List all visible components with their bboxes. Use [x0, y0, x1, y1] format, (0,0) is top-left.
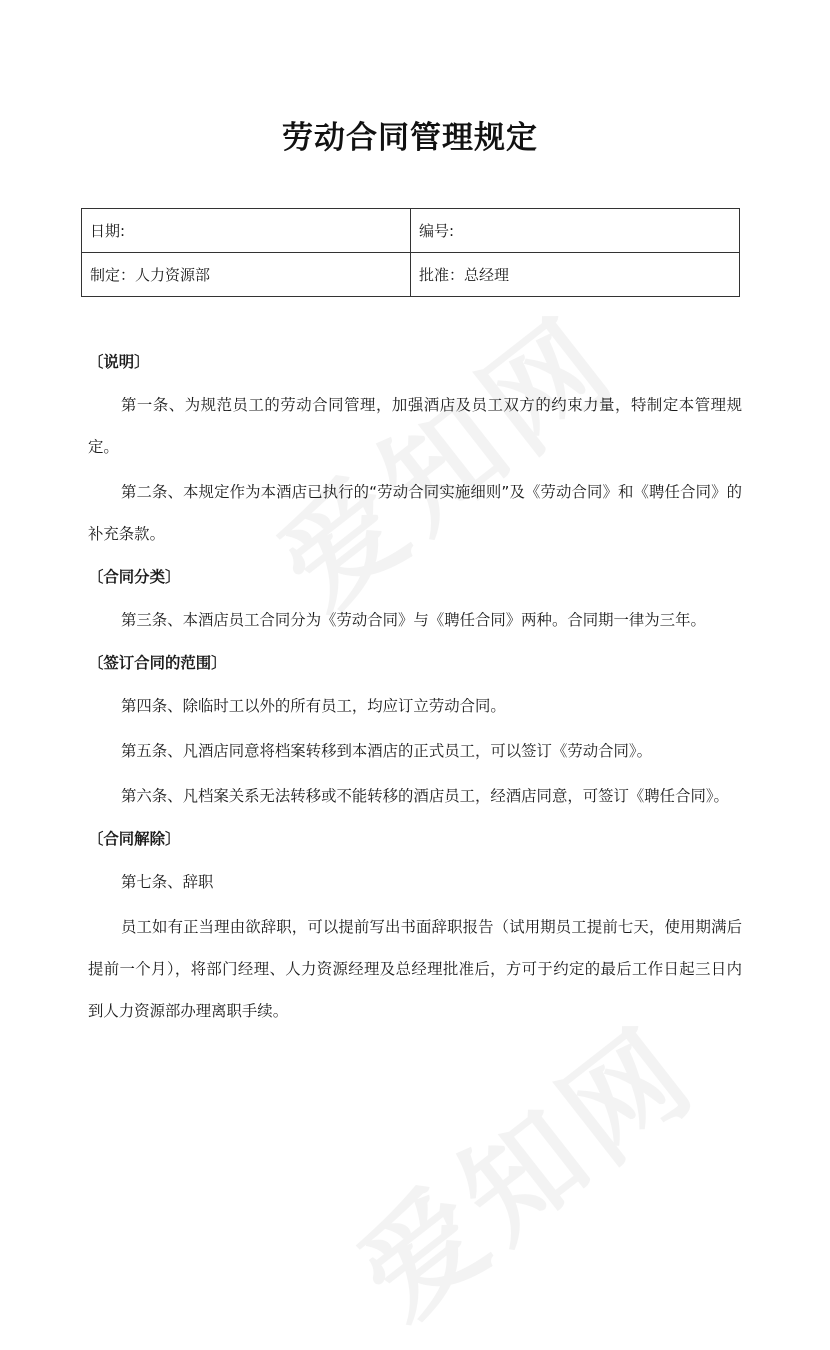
- paragraph: 第二条、本规定作为本酒店已执行的“劳动合同实施细则”及《劳动合同》和《聘任合同》的补充条款。: [88, 483, 742, 543]
- section-heading: 〔合同分类〕: [88, 568, 181, 586]
- paragraph: 第五条、凡酒店同意将档案转移到本酒店的正式员工，可以签订《劳动合同》。: [121, 742, 652, 760]
- table-row: [82, 253, 740, 297]
- approved-by-cell: 批准：总经理: [411, 253, 740, 297]
- number-cell: 编号:: [411, 209, 740, 253]
- section-heading: 〔合同解除〕: [88, 830, 181, 848]
- paragraph: 第七条、辞职: [121, 873, 214, 891]
- paragraph: 第三条、本酒店员工合同分为《劳动合同》与《聘任合同》两种。合同期一律为三年。: [121, 611, 706, 629]
- paragraph: 员工如有正当理由欲辞职，可以提前写出书面辞职报告（试用期员工提前七天，使用期满后提前一个月），将部门经理、人力资源经理及总经理批准后，方可于约定的最后工作日起三日内到人力资源部办理离职手续。: [88, 918, 742, 1020]
- info-table: [81, 208, 740, 297]
- prepared-by-cell: 制定：人力资源部: [82, 253, 411, 297]
- paragraph: 第六条、凡档案关系无法转移或不能转移的酒店员工，经酒店同意，可签订《聘任合同》。: [121, 787, 729, 805]
- paragraph: 第一条、为规范员工的劳动合同管理，加强酒店及员工双方的约束力量，特制定本管理规定。: [88, 396, 742, 456]
- watermark: [318, 980, 725, 1350]
- paragraph: 第四条、除临时工以外的所有员工，均应订立劳动合同。: [121, 697, 506, 715]
- date-cell: 日期:: [82, 209, 411, 253]
- section-heading: 〔签订合同的范围〕: [88, 654, 227, 672]
- section-heading: 〔说明〕: [88, 353, 150, 371]
- page-title: 劳动合同管理规定: [282, 120, 538, 156]
- document-body: [88, 343, 742, 1035]
- table-row: [82, 209, 740, 253]
